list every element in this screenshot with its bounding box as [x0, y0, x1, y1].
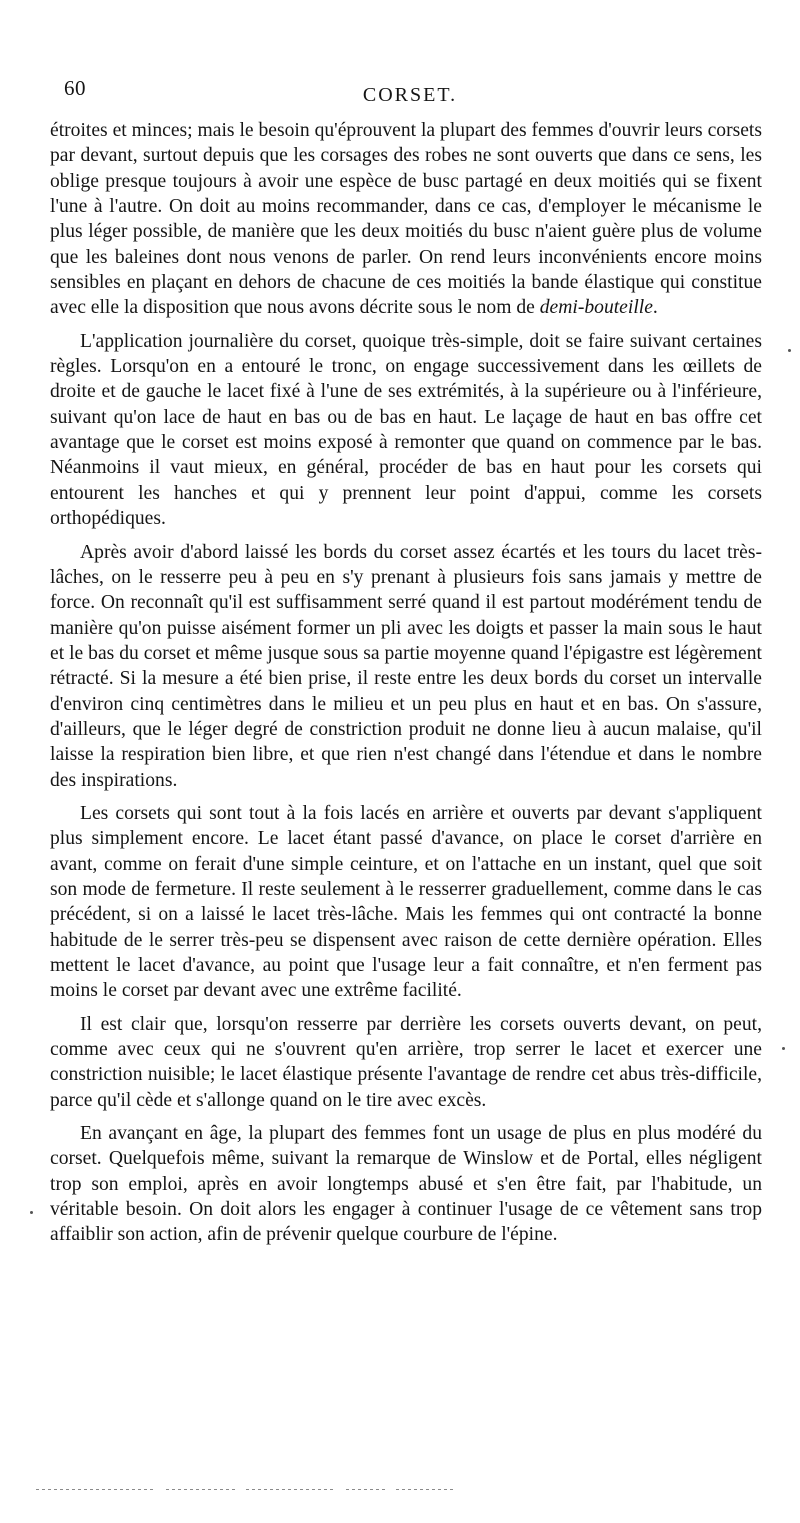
margin-speck — [30, 1211, 33, 1214]
page-header — [60, 76, 760, 110]
paragraph-front-opening: Les corsets qui sont tout à la fois lacés en arrière et ouverts par devant s'appliquent plus simplement encore. Le lacet étant passé d'avance, on place le corset d'arrière en avant, comme on ferait d'une simple ceinture, et on l'attache en un instant, quel que soit son mode de fermeture. Il reste seulement à le resserrer graduellement, comme dans le cas précédent, si on a laissé le lacet très-lâche. Mais les femmes qui ont contracté la bonne habitude de le serrer très-peu se dispensent avec raison de cette dernière opération. Elles mettent le lacet d'avance, au point que l'usage leur a fait connaître, et n'en ferment pas moins le corset par devant avec une extrême facilité. — [50, 802, 762, 1002]
paragraph-text: étroites et minces; mais le besoin qu'éprouvent la plupart des femmes d'ouvrir leurs corsets par devant, surtout depuis que les corsages des robes ne sont ouverts que dans ce sens, les oblige presque toujours à avoir une espèce de busc partagé en deux moitiés qui se fixent l'une à l'autre. On doit au moins recommander, dans ce cas, d'employer le mécanisme le plus léger possible, de manière que les deux moitiés du busc n'aient guère plus de volume que les baleines dont nous venons de parler. On rend leurs inconvénients encore moins sensibles en plaçant en dehors de chacune de ces moitiés la bande élastique qui constitue avec elle la disposition que nous avons décrite sous le nom de — [50, 120, 762, 319]
running-title: CORSET. — [362, 84, 458, 106]
italic-term: demi-bouteille — [539, 297, 653, 319]
body-text — [50, 118, 762, 1256]
footer-dotted-rule — [36, 1486, 536, 1492]
margin-speck — [788, 349, 791, 352]
paragraph-application: L'application journalière du corset, quoique très-simple, doit se faire suivant certaines règles. Lorsqu'on en a entouré le tronc, on engage successivement dans les œillets de droite et de gauche le lacet fixé à l'une de ses extrémités, à la supérieure ou à l'inférieure, suivant qu'on lace de haut en bas ou de bas en haut. Le laçage de haut en bas offre cet avantage que le corset est moins exposé à remonter que quand on commence par le bas. Néanmoins il vaut mieux, en général, procéder de bas en haut pour les corsets qui entourent les hanches et qui y prennent leur point d'appui, comme les corsets orthopédiques. — [50, 330, 762, 530]
margin-speck — [782, 1047, 785, 1050]
paragraph-continuation — [50, 118, 762, 321]
paragraph-tightening: Après avoir d'abord laissé les bords du corset assez écartés et les tours du lacet très-lâches, on le resserre peu à peu en s'y prenant à plusieurs fois sans jamais y mettre de force. On reconnaît qu'il est suffisamment serré quand il est partout modérément tendu de manière qu'on puisse aisément former un pli avec les doigts et passer la main sous le haut et le bas du corset et même jusque sous sa partie moyenne quand l'épigastre est légèrement rétracté. Si la mesure a été bien prise, il reste entre les deux bords du corset un intervalle d'environ cinq centimètres dans le milieu et un peu plus en haut et en bas. On s'assure, d'ailleurs, que le léger degré de constriction produit ne donne lieu à aucun malaise, qu'il laisse la respiration bien libre, et que rien n'est changé dans l'étendue et dans le nombre des inspirations. — [50, 541, 762, 791]
paragraph-aging: En avançant en âge, la plupart des femmes font un usage de plus en plus modéré du corset. Quelquefois même, suivant la remarque de Winslow et de Portal, elles négligent trop son emploi, après en avoir longtemps abusé et s'en être fait, par l'habitude, un véritable besoin. On doit alors les engager à continuer l'usage de ce vêtement sans trop affaiblir son action, afin de prévenir quelque courbure de l'épine. — [50, 1123, 762, 1246]
page-number: 60 — [64, 76, 86, 100]
paragraph-punctuation: . — [652, 297, 658, 319]
paragraph-constriction: Il est clair que, lorsqu'on resserre par derrière les corsets ouverts devant, on peut, comme avec ceux qui ne s'ouvrent qu'en arrière, trop serrer le lacet et exercer une constriction nuisible; le lacet élastique présente l'avantage de rendre cet abus très-difficile, parce qu'il cède et s'allonge quand on le tire avec excès. — [50, 1013, 762, 1111]
